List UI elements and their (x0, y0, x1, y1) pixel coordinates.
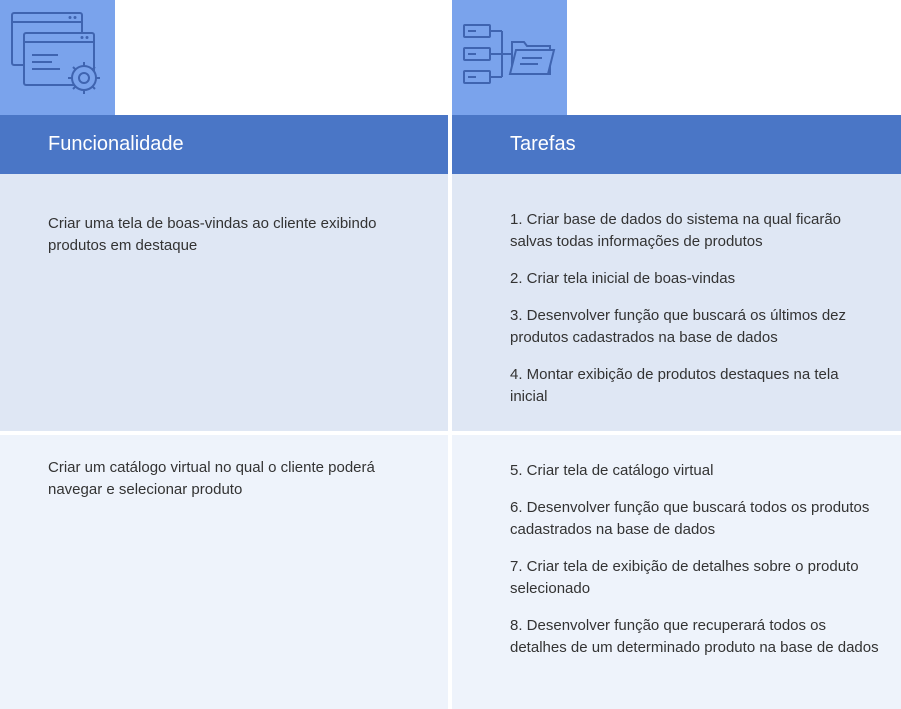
row-2-tarefas-cell (452, 435, 901, 709)
task-item-6: 6. Desenvolver função que buscará todos os produtos cadastrados na base de dados (510, 499, 870, 538)
header-tarefas: Tarefas (452, 115, 901, 174)
row-2-funcionalidade-cell (0, 435, 448, 709)
funcionalidade-text-2: Criar um catálogo virtual no qual o cliente poderá navegar e selecionar produto (48, 459, 375, 498)
column-funcionalidade (0, 0, 448, 709)
funcionalidade-text-1: Criar uma tela de boas-vindas ao cliente exibindo produtos em destaque (48, 215, 377, 254)
column-tarefas (452, 0, 901, 709)
icon-tile-tarefas (452, 0, 567, 115)
row-1-funcionalidade-cell (0, 174, 448, 431)
browser-windows-gear-icon (0, 0, 115, 115)
database-folder-icon (452, 0, 567, 115)
icon-tile-funcionalidade (0, 0, 115, 115)
task-item-2: 2. Criar tela inicial de boas-vindas (510, 270, 736, 287)
task-item-8: 8. Desenvolver função que recuperará todos os detalhes de um determinado produto na base de dados (510, 617, 879, 656)
tarefas-list-1 (510, 209, 880, 423)
header-funcionalidade: Funcionalidade (0, 115, 448, 174)
row-1-tarefas-cell (452, 174, 901, 431)
tarefas-list-2 (510, 460, 880, 674)
task-item-7: 7. Criar tela de exibição de detalhes sobre o produto selecionado (510, 558, 859, 597)
task-item-3: 3. Desenvolver função que buscará os últimos dez produtos cadastrados na base de dados (510, 307, 847, 346)
task-item-5: 5. Criar tela de catálogo virtual (510, 462, 714, 479)
task-item-4: 4. Montar exibição de produtos destaques na tela inicial (510, 366, 839, 405)
task-item-1: 1. Criar base de dados do sistema na qual ficarão salvas todas informações de produtos (510, 211, 842, 250)
